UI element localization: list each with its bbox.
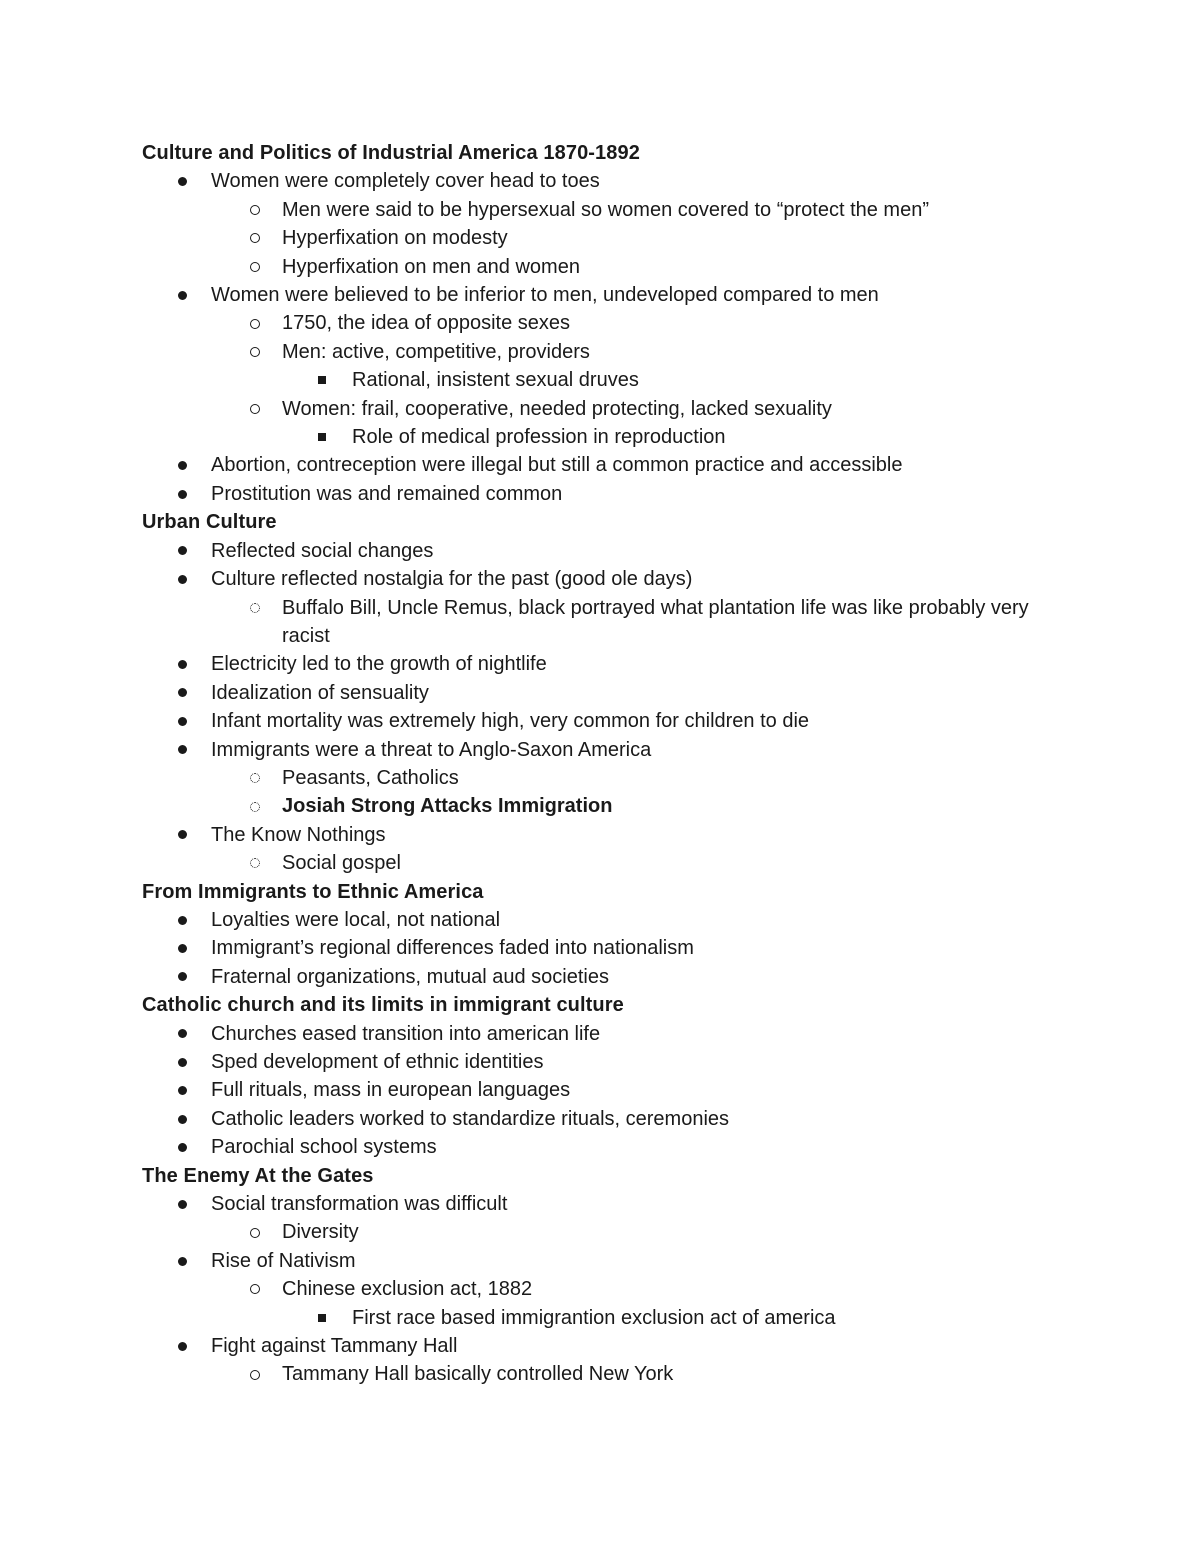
bullet-mark bbox=[178, 1115, 187, 1124]
bullet-mark bbox=[178, 1143, 187, 1152]
disc-bullet-icon bbox=[178, 451, 187, 479]
bullet-mark bbox=[178, 745, 187, 754]
list-item bbox=[142, 736, 1062, 764]
section-heading: From Immigrants to Ethnic America bbox=[142, 880, 484, 903]
list-item bbox=[142, 1218, 1062, 1246]
list-item bbox=[142, 764, 1062, 792]
list-item-text: Fraternal organizations, mutual aud societies bbox=[211, 965, 609, 988]
bullet-mark bbox=[178, 972, 187, 981]
list-item-text: Abortion, contreception were illegal but still a common practice and accessible bbox=[211, 454, 903, 477]
list-item-text: Loyalties were local, not national bbox=[211, 908, 501, 931]
disc-bullet-icon bbox=[178, 167, 187, 195]
list-item bbox=[142, 253, 1062, 281]
list-item bbox=[142, 451, 1062, 479]
disc-bullet-icon bbox=[178, 934, 187, 962]
list-item bbox=[142, 196, 1062, 224]
list-item bbox=[142, 1190, 1062, 1218]
list-item-text: Idealization of sensuality bbox=[211, 681, 429, 704]
disc-bullet-icon bbox=[178, 906, 187, 934]
square-bullet-icon bbox=[318, 1304, 326, 1332]
circle-bullet-icon bbox=[250, 253, 260, 281]
bullet-mark bbox=[318, 1314, 326, 1322]
list-item-text: The Know Nothings bbox=[211, 823, 386, 846]
list-item bbox=[142, 1275, 1062, 1303]
list-item-text: Sped development of ethnic identities bbox=[211, 1051, 544, 1073]
bullet-mark bbox=[178, 575, 187, 584]
bullet-mark bbox=[250, 347, 260, 357]
bullet-mark bbox=[178, 461, 187, 470]
list-item-text: Rise of Nativism bbox=[211, 1249, 356, 1272]
list-item bbox=[142, 1076, 1062, 1104]
list-item bbox=[142, 338, 1062, 366]
section-heading: Urban Culture bbox=[142, 511, 277, 534]
list-item-text: Electricity led to the growth of nightlife bbox=[211, 653, 547, 676]
list-item bbox=[142, 1105, 1062, 1133]
list-item-text: Reflected social changes bbox=[211, 539, 434, 562]
list-item bbox=[142, 395, 1062, 423]
list-item bbox=[142, 480, 1062, 508]
list-item-text: Immigrants were a threat to Anglo-Saxon America bbox=[211, 738, 652, 761]
list-item-text: Women were completely cover head to toes bbox=[211, 170, 600, 193]
circle-bullet-icon bbox=[250, 224, 260, 252]
disc-bullet-icon bbox=[178, 650, 187, 678]
bullet-mark bbox=[178, 1200, 187, 1209]
list-item-text: Buffalo Bill, Uncle Remus, black portrayed what plantation life was like probably very racist bbox=[282, 596, 1029, 647]
list-item-text: Full rituals, mass in european languages bbox=[211, 1079, 571, 1102]
bullet-mark bbox=[178, 1029, 187, 1038]
dotted-circle-bullet-icon bbox=[250, 792, 260, 820]
list-item bbox=[142, 707, 1062, 735]
bullet-mark bbox=[178, 291, 187, 300]
list-item-text: Josiah Strong Attacks Immigration bbox=[282, 795, 613, 818]
list-item-text: Prostitution was and remained common bbox=[211, 482, 563, 505]
bullet-mark bbox=[178, 717, 187, 726]
bullet-mark bbox=[178, 1342, 187, 1351]
list-item-text: 1750, the idea of opposite sexes bbox=[282, 312, 570, 335]
dotted-circle-bullet-icon bbox=[250, 764, 260, 792]
list-item bbox=[142, 423, 1062, 451]
disc-bullet-icon bbox=[178, 736, 187, 764]
list-item-text: Hyperfixation on men and women bbox=[282, 255, 580, 278]
list-item-text: Catholic leaders worked to standardize rituals, ceremonies bbox=[211, 1107, 730, 1130]
circle-bullet-icon bbox=[250, 395, 260, 423]
list-item bbox=[142, 821, 1062, 849]
dotted-circle-bullet-icon bbox=[250, 849, 260, 877]
list-item-text: Peasants, Catholics bbox=[282, 766, 459, 789]
disc-bullet-icon bbox=[178, 1247, 187, 1275]
bullet-mark bbox=[250, 404, 260, 414]
list-item-text: Tammany Hall basically controlled New York bbox=[282, 1363, 674, 1386]
list-item-text: Social gospel bbox=[282, 852, 401, 875]
list-item bbox=[142, 906, 1062, 934]
list-item-text: Churches eased transition into american life bbox=[211, 1022, 601, 1045]
bullet-mark bbox=[318, 376, 326, 384]
list-item bbox=[142, 1360, 1062, 1388]
list-item bbox=[142, 366, 1062, 394]
list-item bbox=[142, 650, 1062, 678]
list-item-text: First race based immigrantion exclusion act of america bbox=[352, 1306, 836, 1329]
list-item-text: Social transformation was difficult bbox=[211, 1193, 508, 1216]
list-item-text: Women were believed to be inferior to men, undeveloped compared to men bbox=[211, 284, 879, 307]
list-item bbox=[142, 1133, 1062, 1161]
disc-bullet-icon bbox=[178, 1048, 187, 1076]
bullet-mark bbox=[318, 433, 326, 441]
circle-bullet-icon bbox=[250, 338, 260, 366]
section-heading: Culture and Politics of Industrial America 1870-1892 bbox=[142, 142, 640, 164]
list-item-text: Diversity bbox=[282, 1221, 359, 1244]
list-item-text: Infant mortality was extremely high, very common for children to die bbox=[211, 710, 810, 733]
square-bullet-icon bbox=[318, 366, 326, 394]
bullet-mark bbox=[178, 177, 187, 186]
disc-bullet-icon bbox=[178, 1076, 187, 1104]
list-item bbox=[142, 1020, 1062, 1048]
list-item-text: Culture reflected nostalgia for the past (good ole days) bbox=[211, 568, 693, 591]
list-item-text: Women: frail, cooperative, needed protecting, lacked sexuality bbox=[282, 397, 832, 420]
disc-bullet-icon bbox=[178, 963, 187, 991]
bullet-mark bbox=[178, 688, 187, 697]
list-item bbox=[142, 679, 1062, 707]
bullet-mark bbox=[250, 1228, 260, 1238]
list-item bbox=[142, 934, 1062, 962]
list-item-text: Chinese exclusion act, 1882 bbox=[282, 1278, 533, 1301]
disc-bullet-icon bbox=[178, 1020, 187, 1048]
list-item-text: Fight against Tammany Hall bbox=[211, 1335, 458, 1358]
disc-bullet-icon bbox=[178, 1332, 187, 1360]
list-item-text: Men were said to be hypersexual so women covered to “protect the men” bbox=[282, 198, 929, 221]
bullet-mark bbox=[178, 916, 187, 925]
bullet-mark bbox=[178, 660, 187, 669]
list-item-text: Men: active, competitive, providers bbox=[282, 340, 590, 363]
list-item bbox=[142, 167, 1062, 195]
bullet-mark bbox=[250, 1370, 260, 1380]
list-item-text: Parochial school systems bbox=[211, 1136, 437, 1159]
circle-bullet-icon bbox=[250, 196, 260, 224]
disc-bullet-icon bbox=[178, 1105, 187, 1133]
circle-bullet-icon bbox=[250, 309, 260, 337]
square-bullet-icon bbox=[318, 423, 326, 451]
list-item bbox=[142, 792, 1062, 820]
circle-bullet-icon bbox=[250, 1218, 260, 1246]
list-item-text: Role of medical profession in reproduction bbox=[352, 426, 726, 449]
bullet-mark bbox=[178, 546, 187, 555]
bullet-mark bbox=[250, 1284, 260, 1294]
list-item bbox=[142, 224, 1062, 252]
disc-bullet-icon bbox=[178, 480, 187, 508]
list-item-text: Immigrant’s regional differences faded into nationalism bbox=[211, 937, 694, 960]
list-item bbox=[142, 594, 1062, 651]
disc-bullet-icon bbox=[178, 707, 187, 735]
disc-bullet-icon bbox=[178, 537, 187, 565]
bullet-mark bbox=[250, 773, 260, 783]
list-item bbox=[142, 281, 1062, 309]
disc-bullet-icon bbox=[178, 1190, 187, 1218]
disc-bullet-icon bbox=[178, 281, 187, 309]
bullet-mark bbox=[250, 233, 260, 243]
bullet-mark bbox=[250, 262, 260, 272]
bullet-mark bbox=[250, 319, 260, 329]
bullet-mark bbox=[250, 205, 260, 215]
list-item bbox=[142, 309, 1062, 337]
bullet-mark bbox=[178, 830, 187, 839]
bullet-mark bbox=[178, 1257, 187, 1266]
list-item-text: Hyperfixation on modesty bbox=[282, 227, 508, 250]
list-item bbox=[142, 1048, 1062, 1076]
notes-body bbox=[142, 139, 1062, 1389]
disc-bullet-icon bbox=[178, 565, 187, 593]
disc-bullet-icon bbox=[178, 679, 187, 707]
bullet-mark bbox=[178, 1086, 187, 1095]
list-item bbox=[142, 1332, 1062, 1360]
list-item bbox=[142, 565, 1062, 593]
list-item bbox=[142, 537, 1062, 565]
section-heading: The Enemy At the Gates bbox=[142, 1164, 374, 1187]
list-item-text: Rational, insistent sexual druves bbox=[352, 369, 639, 392]
bullet-mark bbox=[250, 858, 260, 868]
section-heading: Catholic church and its limits in immigrant culture bbox=[142, 994, 624, 1017]
list-item bbox=[142, 1304, 1062, 1332]
bullet-mark bbox=[178, 1058, 187, 1067]
bullet-mark bbox=[250, 603, 260, 613]
disc-bullet-icon bbox=[178, 821, 187, 849]
bullet-mark bbox=[178, 490, 187, 499]
bullet-mark bbox=[178, 944, 187, 953]
dotted-circle-bullet-icon bbox=[250, 594, 260, 622]
list-item bbox=[142, 849, 1062, 877]
bullet-mark bbox=[250, 802, 260, 812]
circle-bullet-icon bbox=[250, 1275, 260, 1303]
list-item bbox=[142, 1247, 1062, 1275]
list-item bbox=[142, 963, 1062, 991]
disc-bullet-icon bbox=[178, 1133, 187, 1161]
circle-bullet-icon bbox=[250, 1360, 260, 1388]
